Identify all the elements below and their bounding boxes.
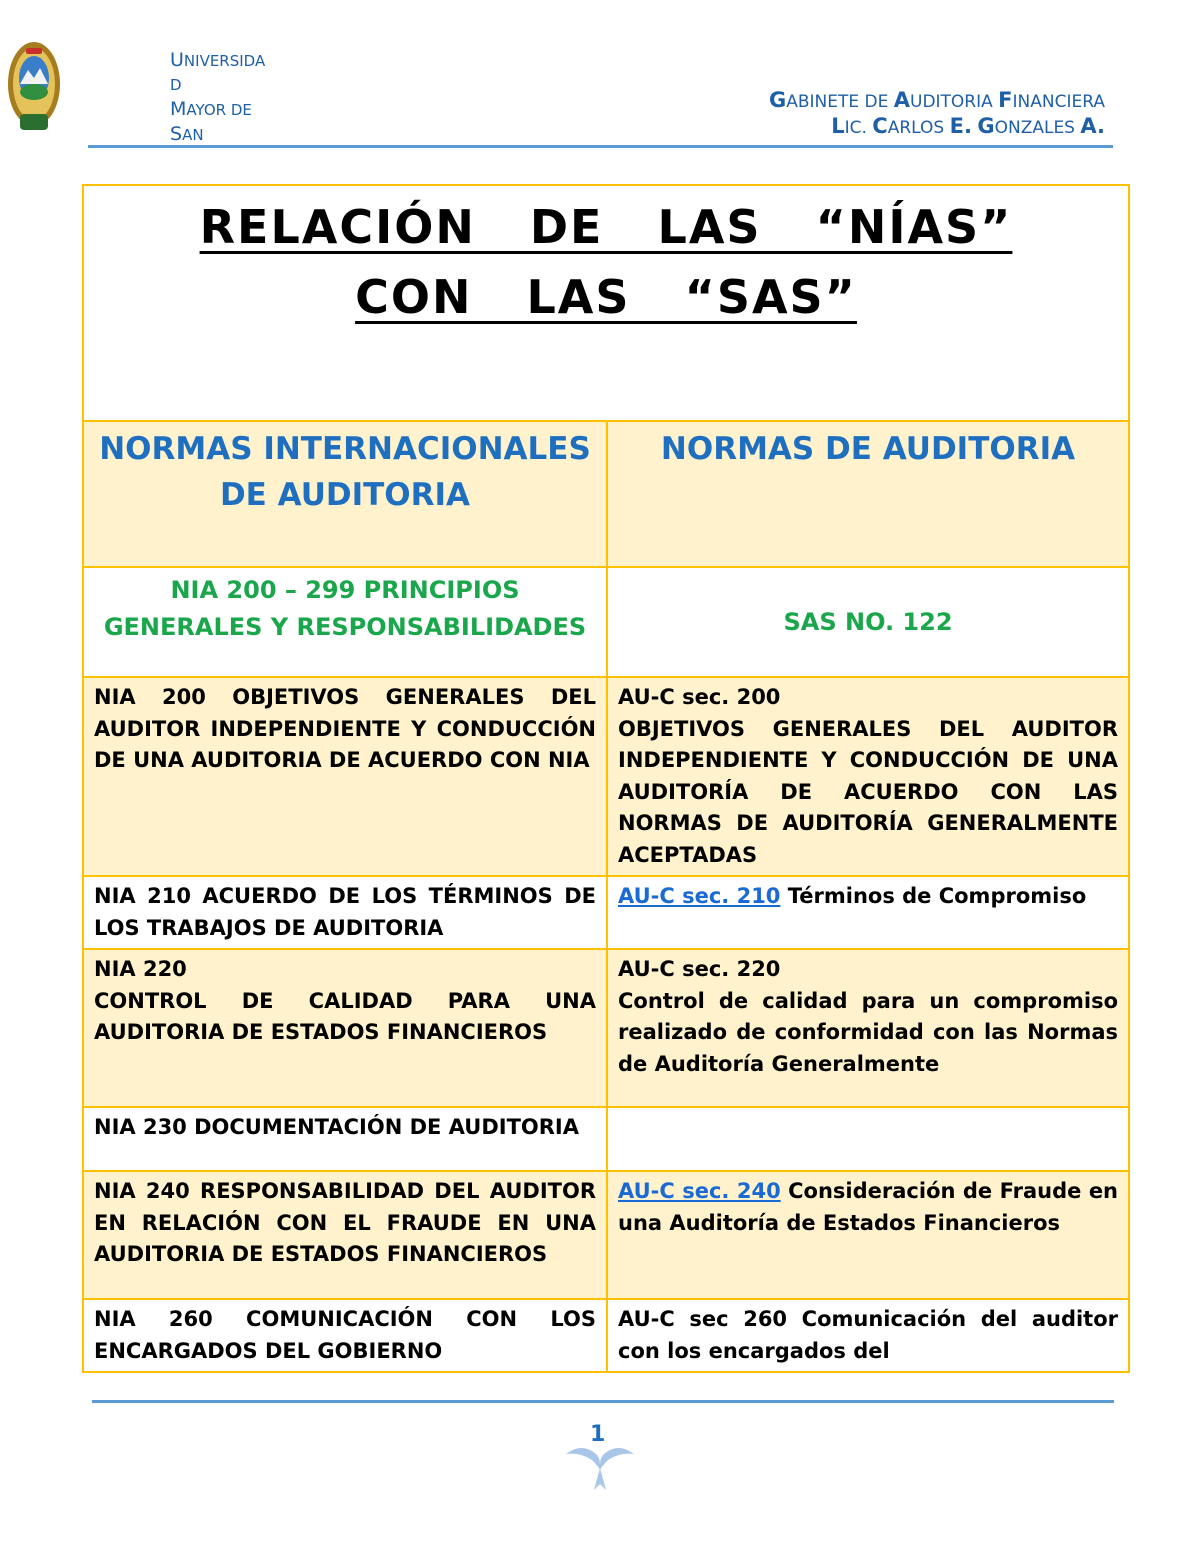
nia-cell: NIA 260 COMUNICACIÓN CON LOS ENCARGADOS DEL GOBIERNO [83, 1299, 607, 1372]
page-title: RELACIÓN DE LAS “NÍAS” CON LAS “SAS” [199, 200, 1013, 324]
dove-emblem-icon [562, 1440, 638, 1494]
sas-description: OBJETIVOS GENERALES DEL AUDITOR INDEPENDIENTE Y CONDUCCIÓN DE UNA AUDITORÍA DE ACUERDO CON LAS NORMAS DE AUDITORÍA GENERALMENTE ACEPTADAS [618, 716, 1119, 867]
title-cell [83, 185, 1129, 421]
nia-cell: NIA 230 DOCUMENTACIÓN DE AUDITORIA [83, 1107, 607, 1171]
sas-description: Términos de Compromiso [780, 884, 1087, 908]
nia-description: CONTROL DE CALIDAD PARA UNA AUDITORIA DE ESTADOS FINANCIEROS [94, 988, 596, 1044]
cabinet-name [769, 88, 1105, 140]
sas-code: AU-C sec. 220 [618, 957, 781, 981]
nia-cell: NIA 200 OBJETIVOS GENERALES DEL AUDITOR INDEPENDIENTE Y CONDUCCIÓN DE UNA AUDITORIA DE ACUERDO CON NIA [83, 677, 607, 876]
sas-link[interactable]: AU-C sec. 210 [618, 884, 781, 908]
nia-code: NIA 220 [94, 957, 187, 981]
university-line: UNIVERSIDA [170, 49, 266, 71]
sas-link[interactable]: AU-C sec. 240 [618, 1179, 781, 1203]
sas-cell [607, 876, 1129, 949]
sas-cell [607, 1171, 1129, 1299]
table-row [83, 1299, 1129, 1372]
title-row [83, 185, 1129, 421]
university-line: D [170, 76, 182, 94]
table-row [83, 876, 1129, 949]
university-name [170, 48, 265, 147]
column-header-row [83, 421, 1129, 567]
cabinet-line-1: GABINETE DE AUDITORIA FINANCIERA [768, 88, 1105, 112]
table-row [83, 1171, 1129, 1299]
header-divider [88, 145, 1113, 148]
column-header-nia: NORMAS INTERNACIONALES DE AUDITORIA [83, 421, 607, 567]
university-seal-icon [6, 40, 62, 136]
sas-cell [607, 677, 1129, 876]
table-row [83, 1107, 1129, 1171]
nia-cell: NIA 210 ACUERDO DE LOS TÉRMINOS DE LOS TRABAJOS DE AUDITORIA [83, 876, 607, 949]
cabinet-line-2: LIC. CARLOS E. GONZALES A. [831, 114, 1105, 138]
nia-cell: NIA 240 RESPONSABILIDAD DEL AUDITOR EN RELACIÓN CON EL FRAUDE EN UNA AUDITORIA DE ESTADOS FINANCIEROS [83, 1171, 607, 1299]
section-sas: SAS NO. 122 [607, 567, 1129, 677]
section-row [83, 567, 1129, 677]
page-number: 1 [590, 1422, 606, 1447]
section-nia: NIA 200 – 299 PRINCIPIOS GENERALES Y RESPONSABILIDADES [83, 567, 607, 677]
nia-sas-table [82, 184, 1130, 1373]
university-line: SAN [170, 123, 204, 145]
sas-cell: AU-C sec 260 Comunicación del auditor con los encargados del [607, 1299, 1129, 1372]
sas-code: AU-C sec. 200 [618, 685, 781, 709]
nia-cell [83, 949, 607, 1107]
table-row [83, 677, 1129, 876]
table-row [83, 949, 1129, 1107]
university-line: MAYOR DE [170, 98, 252, 120]
sas-cell [607, 949, 1129, 1107]
column-header-sas: NORMAS DE AUDITORIA [607, 421, 1129, 567]
sas-cell [607, 1107, 1129, 1171]
sas-description: Consideración de Fraude en una Auditoría de Estados Financieros [618, 1179, 1119, 1235]
footer-divider [92, 1400, 1114, 1403]
sas-description: Control de calidad para un compromiso realizado de conformidad con las Normas de Auditoría Generalmente [618, 988, 1119, 1076]
